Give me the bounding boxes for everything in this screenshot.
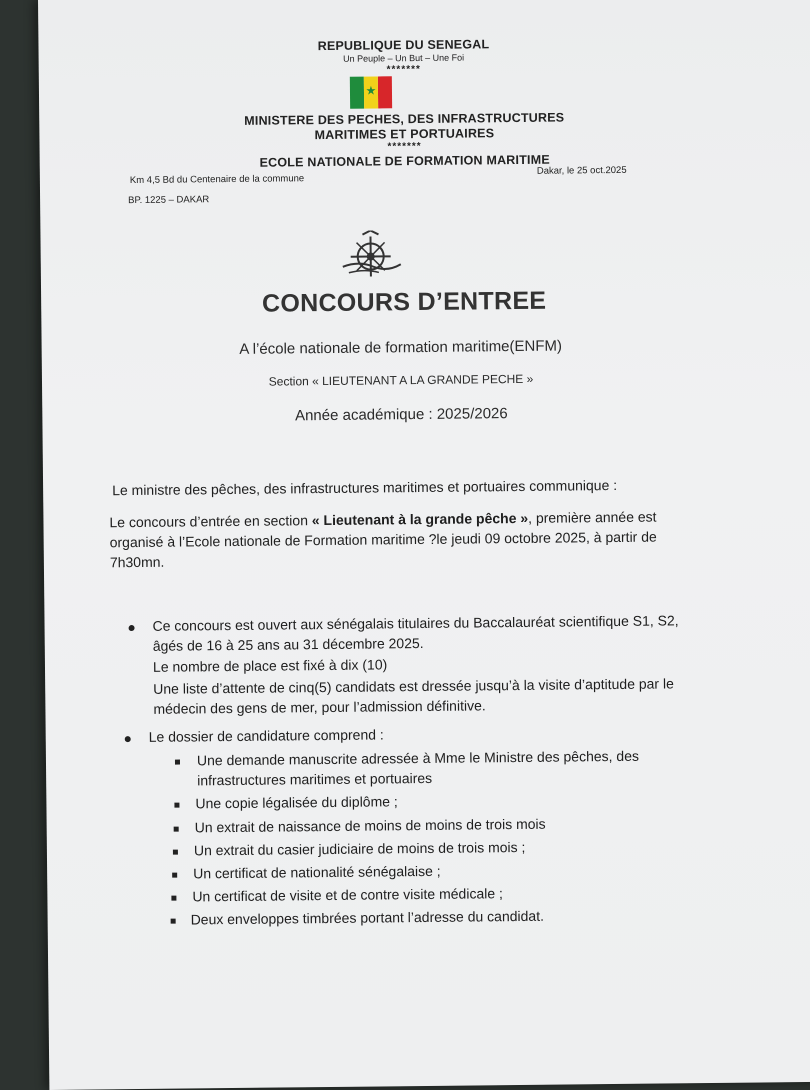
eligibility-line-4: Une liste d’attente de cinq(5) candidats est dressée jusqu’à la visite d’aptitude par le xyxy=(153,674,674,698)
national-motto: Un Peuple – Un But – Une Foi xyxy=(9,49,799,67)
square-bullet-icon xyxy=(171,919,176,924)
address-line-1: Km 4,5 Bd du Centenaire de la commune xyxy=(130,173,304,186)
ministry-line-2: MARITIMES ET PORTUAIRES xyxy=(9,123,799,145)
dossier-item: infrastructures maritimes et portuaires xyxy=(197,769,432,790)
dossier-item: Un certificat de nationalité sénégalaise ; xyxy=(193,862,441,884)
title-subline-school: A l’école nationale de formation maritime(ENFM) xyxy=(6,335,796,360)
announcement-line-2: organisé à l’Ecole nationale de Formation maritime ?le jeudi 09 octobre 2025, à partir de xyxy=(110,527,657,553)
dossier-item: Un extrait de naissance de moins de moins de trois mois xyxy=(195,815,546,838)
flag-yellow-band xyxy=(364,76,378,108)
flag-star-icon: ★ xyxy=(364,84,378,96)
senegal-flag-icon xyxy=(350,76,392,108)
square-bullet-icon xyxy=(173,850,178,855)
dossier-item: Un extrait du casier judiciaire de moins de trois mois ; xyxy=(194,838,526,860)
document-page xyxy=(38,0,810,1090)
document-title: CONCOURS D’ENTREE xyxy=(9,284,799,321)
title-subline-year: Année académique : 2025/2026 xyxy=(6,402,796,427)
square-bullet-icon xyxy=(175,760,180,765)
intro-paragraph: Le ministre des pêches, des infrastructures maritimes et portuaires communique : xyxy=(112,475,617,500)
bullet-dot-icon xyxy=(129,625,135,631)
dossier-item: Deux enveloppes timbrées portant l’adresse du candidat. xyxy=(191,907,545,930)
dossier-item: Un certificat de visite et de contre visite médicale ; xyxy=(192,884,503,906)
square-bullet-icon xyxy=(171,896,176,901)
title-subline-section: Section « LIEUTENANT A LA GRANDE PECHE » xyxy=(6,369,796,391)
square-bullet-icon xyxy=(174,803,179,808)
separator-stars: ******* xyxy=(9,60,799,79)
announcement-text-a: Le concours d’entrée en section xyxy=(109,512,312,530)
announcement-text-c: , première année est xyxy=(528,509,657,526)
dossier-item: Une demande manuscrite adressée à Mme le Ministre des pêches, des xyxy=(197,747,639,771)
enfm-logo-icon xyxy=(338,230,404,279)
separator-stars-2: ******* xyxy=(10,137,800,156)
eligibility-line-1: Ce concours est ouvert aux sénégalais titulaires du Baccalauréat scientifique S1, S2, xyxy=(152,611,678,636)
eligibility-line-5: médecin des gens de mer, pour l’admission définitive. xyxy=(153,696,485,718)
square-bullet-icon xyxy=(172,873,177,878)
dossier-label: Le dossier de candidature comprend : xyxy=(149,725,384,746)
ministry-line-1: MINISTERE DES PECHES, DES INFRASTRUCTURES xyxy=(9,108,799,130)
school-name: ECOLE NATIONALE DE FORMATION MARITIME xyxy=(10,150,800,172)
square-bullet-icon xyxy=(174,827,179,832)
flag-green-band xyxy=(350,77,364,109)
address-line-2: BP. 1225 – DAKAR xyxy=(128,194,209,206)
flag-red-band xyxy=(378,76,392,108)
republic-heading: REPUBLIQUE DU SENEGAL xyxy=(8,34,798,56)
dossier-item: Une copie légalisée du diplôme ; xyxy=(195,792,398,813)
announcement-line-3: 7h30mn. xyxy=(110,552,165,573)
eligibility-line-2: âgés de 16 à 25 ans au 31 décembre 2025. xyxy=(153,634,424,656)
eligibility-line-3: Le nombre de place est fixé à dix (10) xyxy=(153,655,387,676)
section-name-bold: « Lieutenant à la grande pêche » xyxy=(312,510,528,528)
document-date: Dakar, le 25 oct.2025 xyxy=(537,165,627,177)
bullet-dot-icon xyxy=(125,736,131,742)
